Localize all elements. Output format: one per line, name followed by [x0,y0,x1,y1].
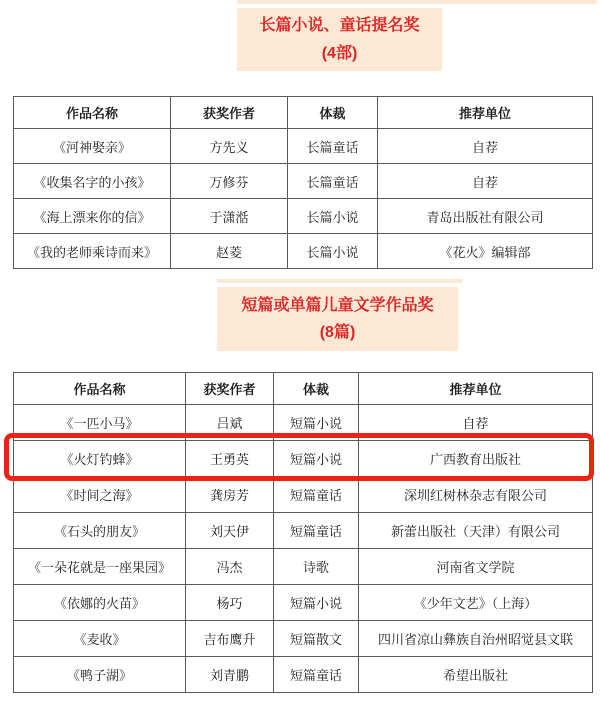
table-row [14,621,593,657]
table-cell: 长篇童话 [288,164,378,199]
table-cell: 《石头的朋友》 [14,513,186,549]
table-cell: 《花火》编辑部 [378,234,593,269]
table-cell: 自荐 [378,129,593,164]
table-cell: 长篇小说 [288,199,378,234]
table-row [14,129,593,164]
table-cell: 《时间之海》 [14,477,186,513]
table-cell: 诗歌 [274,549,359,585]
column-header: 获奖作者 [186,373,274,405]
table-row [14,234,593,269]
table-cell: 《一朵花就是一座果园》 [14,549,186,585]
column-header: 作品名称 [14,97,171,129]
table-header-row [14,97,593,129]
section2-heading [217,287,458,351]
table-cell: 河南省文学院 [359,549,593,585]
table-cell: 短篇童话 [274,477,359,513]
shading-strip-middle [217,279,462,283]
column-header: 体裁 [274,373,359,405]
section1-title-line2: (4部) [321,44,358,62]
table-cell: 希望出版社 [359,657,593,693]
section1-heading [237,8,442,71]
table-row [14,477,593,513]
table-cell: 短篇童话 [274,657,359,693]
column-header: 作品名称 [14,373,186,405]
table-cell: 《依娜的火苗》 [14,585,186,621]
shading-strip-top [237,0,597,4]
table-cell: 长篇童话 [288,129,378,164]
table-cell: 自荐 [378,164,593,199]
table-row [14,513,593,549]
table-cell: 四川省凉山彝族自治州昭觉县文联 [359,621,593,657]
table-cell: 《麦收》 [14,621,186,657]
column-header: 体裁 [288,97,378,129]
table-cell: 自荐 [359,405,593,441]
section1-title-line1: 长篇小说、童话提名奖 [259,17,420,35]
table-cell: 《火灯钓蜂》 [14,441,186,477]
table-cell: 《海上漂来你的信》 [14,199,171,234]
table-row [14,164,593,199]
short-works-awards-table [13,372,593,693]
section2-title-line1: 短篇或单篇儿童文学作品奖 [241,296,434,314]
table-cell: 《一匹小马》 [14,405,186,441]
table-cell: 长篇小说 [288,234,378,269]
table-row [14,549,593,585]
table-cell: 短篇散文 [274,621,359,657]
section2-title-line2: (8篇) [319,324,356,342]
table-cell: 刘青鹏 [186,657,274,693]
table-cell: 吉布鹰升 [186,621,274,657]
table-row [14,657,593,693]
table-header-row [14,373,593,405]
table-cell: 短篇童话 [274,513,359,549]
column-header: 推荐单位 [378,97,593,129]
table-cell: 《我的老师乘诗而来》 [14,234,171,269]
table-cell: 《河神娶亲》 [14,129,171,164]
column-header: 获奖作者 [171,97,288,129]
table-cell: 王勇英 [186,441,274,477]
table-cell: 《少年文艺》（上海） [359,585,593,621]
table-cell: 广西教育出版社 [359,441,593,477]
table-cell: 短篇小说 [274,441,359,477]
table-cell: 深圳红树林杂志有限公司 [359,477,593,513]
table-cell: 新蕾出版社（天津）有限公司 [359,513,593,549]
table-cell: 杨巧 [186,585,274,621]
table-cell: 青岛出版社有限公司 [378,199,593,234]
column-header: 推荐单位 [359,373,593,405]
table-row [14,585,593,621]
table-cell: 刘天伊 [186,513,274,549]
table-cell: 龚房芳 [186,477,274,513]
nomination-awards-table [13,96,593,269]
table-row [14,405,593,441]
table-cell: 方先义 [171,129,288,164]
table-row [14,199,593,234]
table-cell: 《鸭子湖》 [14,657,186,693]
table-cell: 短篇小说 [274,405,359,441]
table-cell: 赵菱 [171,234,288,269]
table-cell: 冯杰 [186,549,274,585]
table-cell: 于潇湉 [171,199,288,234]
table-cell: 短篇小说 [274,585,359,621]
table-cell: 《收集名字的小孩》 [14,164,171,199]
table-row [14,441,593,477]
table-cell: 吕斌 [186,405,274,441]
table-cell: 万修芬 [171,164,288,199]
